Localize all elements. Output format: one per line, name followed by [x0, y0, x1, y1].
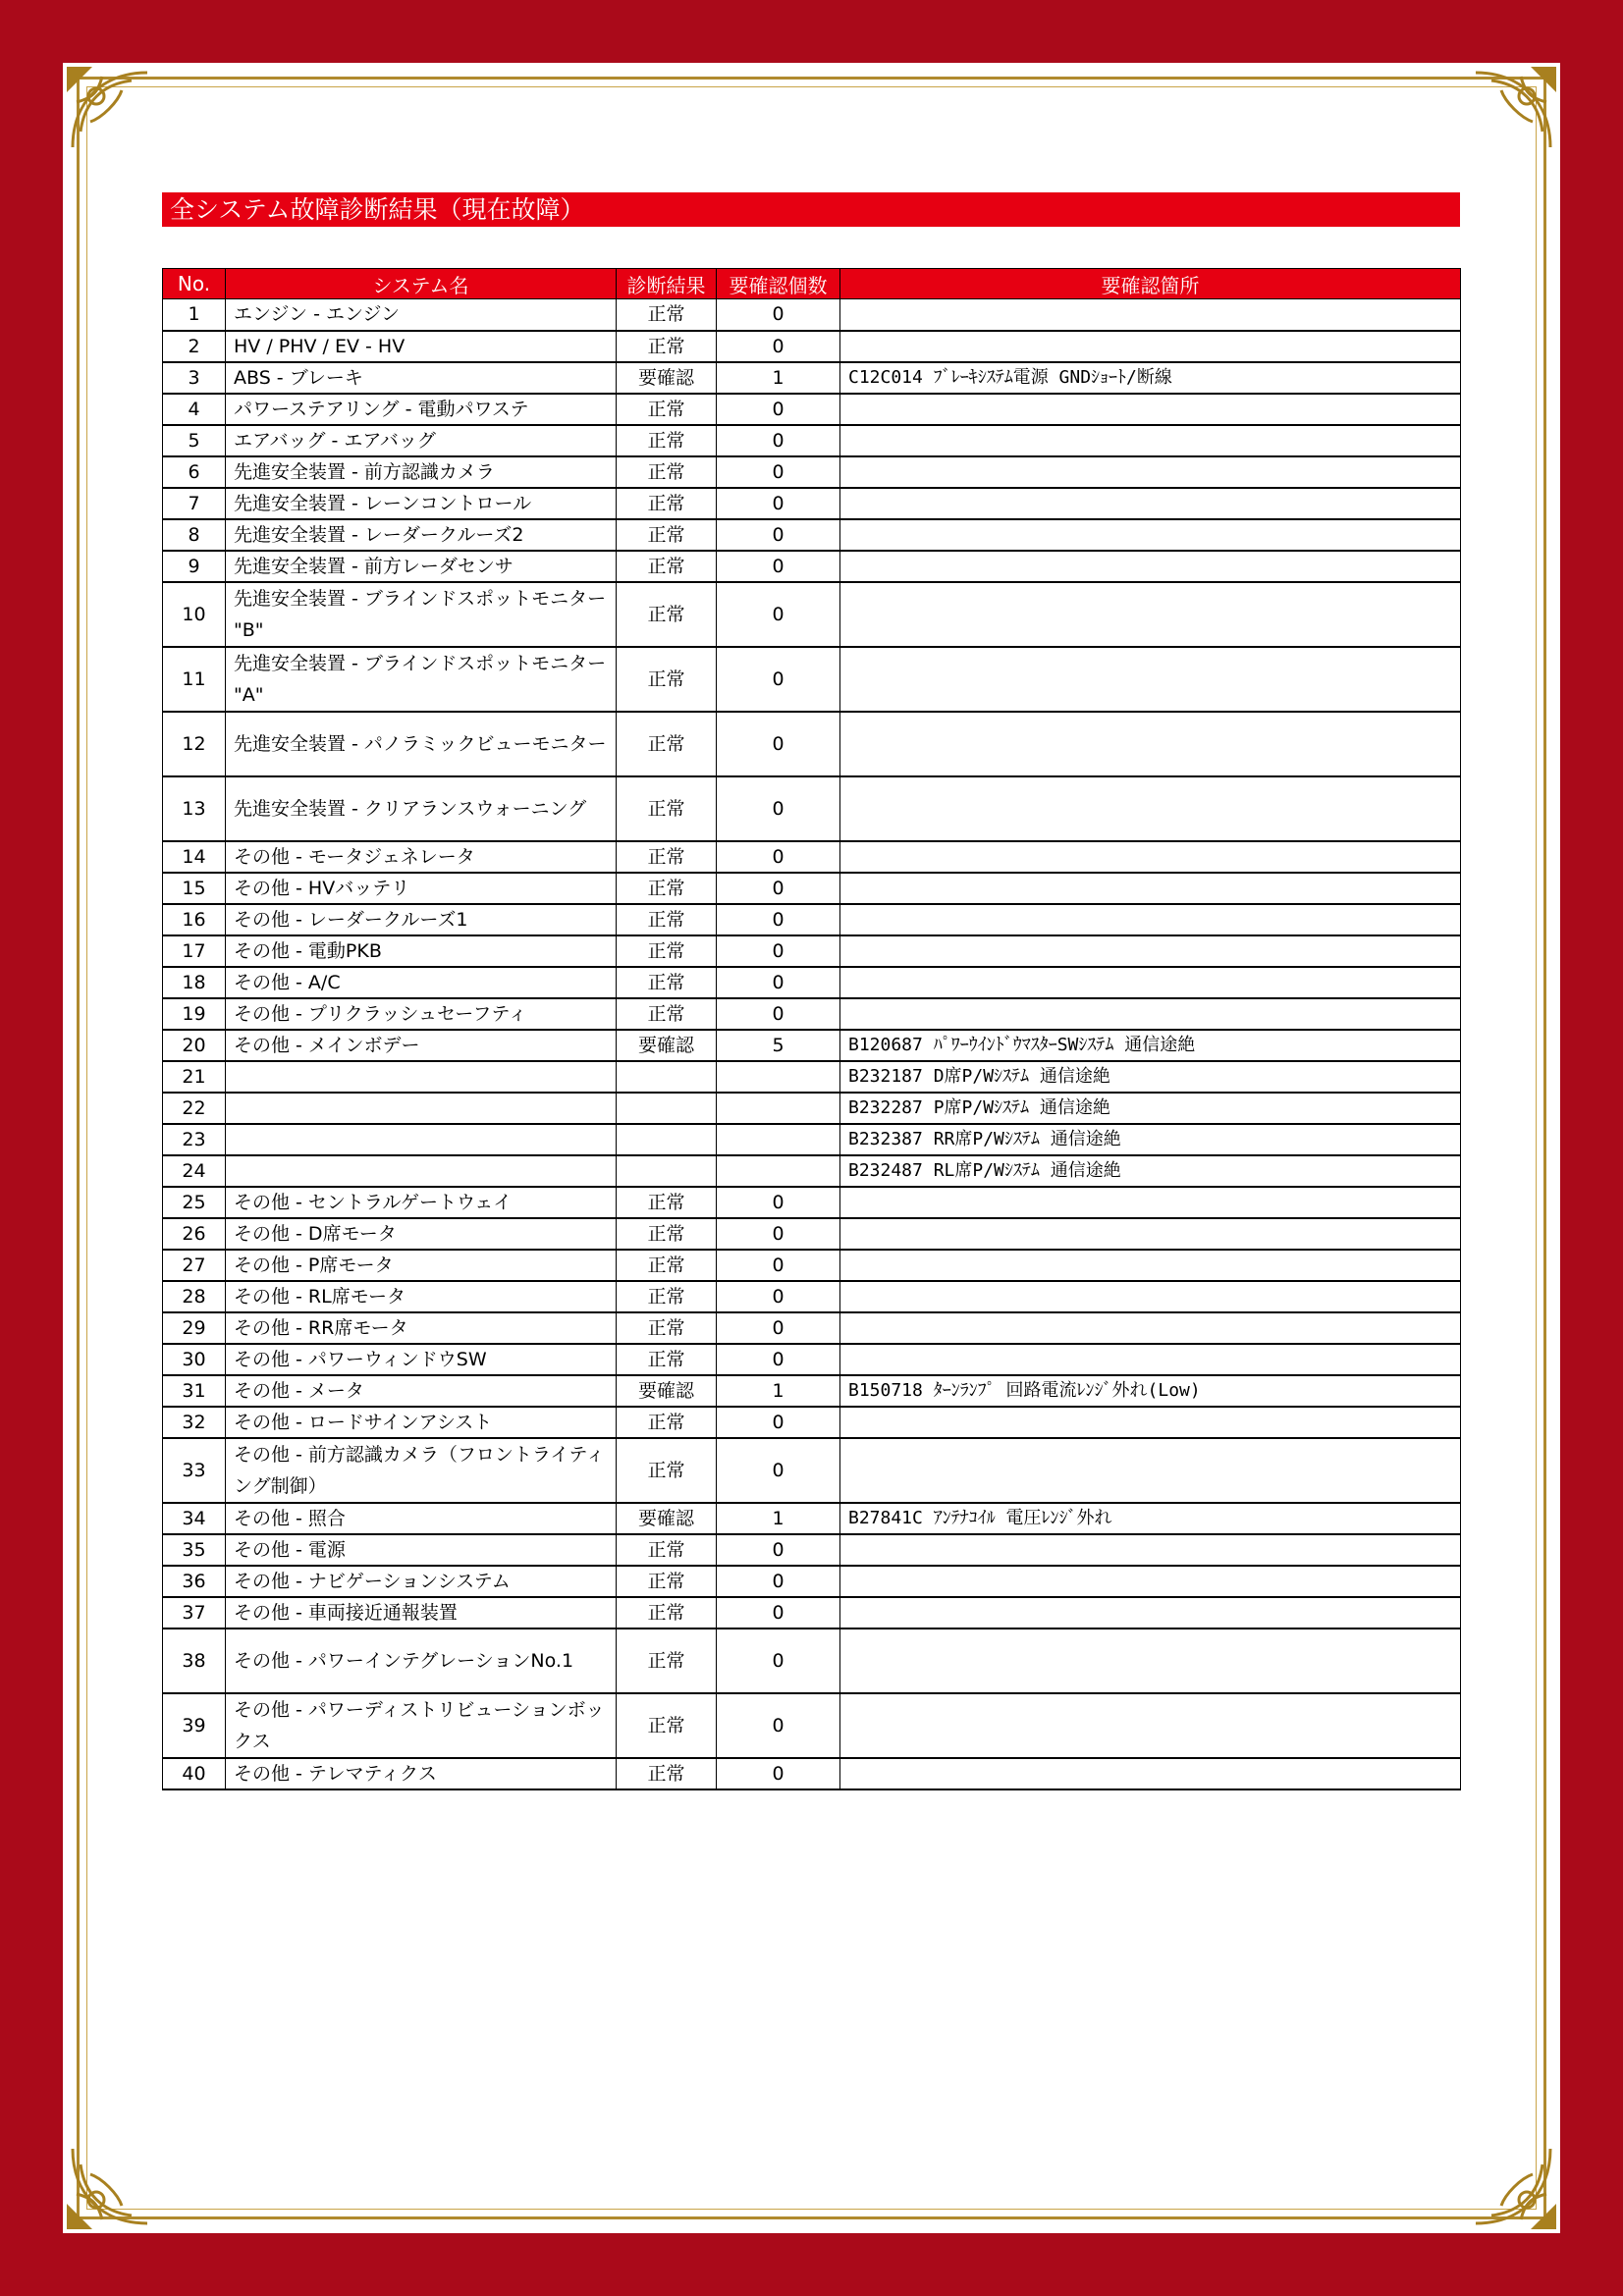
diagnosis-result: 正常: [617, 299, 717, 331]
check-detail: B232287 P席P/Wｼｽﾃﾑ 通信途絶: [840, 1093, 1461, 1124]
system-name: その他 - パワーインテグレーションNo.1: [226, 1629, 617, 1693]
table-row: [163, 1250, 1461, 1281]
row-number: 31: [163, 1375, 226, 1407]
check-detail: [840, 456, 1461, 488]
table-row: [163, 1534, 1461, 1566]
system-name: その他 - プリクラッシュセーフティ: [226, 998, 617, 1030]
check-count: 0: [717, 998, 840, 1030]
row-number: 1: [163, 299, 226, 331]
diagnosis-result: 正常: [617, 582, 717, 647]
check-count: 0: [717, 967, 840, 998]
row-number: 20: [163, 1030, 226, 1061]
table-row: [163, 456, 1461, 488]
corner-ornament-icon: [1466, 2139, 1560, 2233]
system-name: 先進安全装置 - 前方認識カメラ: [226, 456, 617, 488]
diagnosis-result: 正常: [617, 331, 717, 362]
check-detail: [840, 1281, 1461, 1312]
diagnosis-result: 正常: [617, 873, 717, 904]
check-detail: [840, 1187, 1461, 1218]
table-row: [163, 1407, 1461, 1438]
row-number: 8: [163, 519, 226, 551]
check-detail: [840, 1597, 1461, 1629]
header-count: 要確認個数: [717, 269, 840, 299]
row-number: 34: [163, 1503, 226, 1534]
diagnosis-table: [162, 268, 1461, 1790]
diagnosis-result: 正常: [617, 1597, 717, 1629]
check-detail: [840, 1250, 1461, 1281]
table-row: [163, 1344, 1461, 1375]
check-detail: [840, 394, 1461, 425]
check-count: 0: [717, 904, 840, 935]
diagnosis-result: [617, 1061, 717, 1093]
report-page: [63, 63, 1560, 2233]
check-detail: [840, 331, 1461, 362]
diagnosis-result: 要確認: [617, 362, 717, 394]
system-name: エンジン - エンジン: [226, 299, 617, 331]
system-name: その他 - D席モータ: [226, 1218, 617, 1250]
diagnosis-result: 正常: [617, 841, 717, 873]
system-name: その他 - P席モータ: [226, 1250, 617, 1281]
diagnosis-result: 正常: [617, 1281, 717, 1312]
table-row: [163, 1218, 1461, 1250]
row-number: 9: [163, 551, 226, 582]
row-number: 33: [163, 1438, 226, 1503]
row-number: 2: [163, 331, 226, 362]
diagnosis-result: 正常: [617, 488, 717, 519]
row-number: 17: [163, 935, 226, 967]
table-header-row: [163, 269, 1461, 299]
table-row: [163, 1312, 1461, 1344]
table-row: [163, 776, 1461, 841]
check-count: 0: [717, 331, 840, 362]
system-name: 先進安全装置 - レーダークルーズ2: [226, 519, 617, 551]
diagnosis-result: 要確認: [617, 1030, 717, 1061]
check-detail: B27841C ｱﾝﾃﾅｺｲﾙ 電圧ﾚﾝｼﾞ外れ: [840, 1503, 1461, 1534]
row-number: 4: [163, 394, 226, 425]
diagnosis-result: 正常: [617, 967, 717, 998]
table-row: [163, 299, 1461, 331]
system-name: その他 - メインボデー: [226, 1030, 617, 1061]
system-name: その他 - 前方認識カメラ（フロントライティング制御）: [226, 1438, 617, 1503]
check-count: 0: [717, 1534, 840, 1566]
check-count: 0: [717, 1438, 840, 1503]
corner-ornament-icon: [1466, 63, 1560, 157]
table-row: [163, 967, 1461, 998]
system-name: 先進安全装置 - ブラインドスポットモニター "B": [226, 582, 617, 647]
diagnosis-result: 正常: [617, 1534, 717, 1566]
check-count: 0: [717, 1597, 840, 1629]
check-count: 0: [717, 1250, 840, 1281]
table-row: [163, 488, 1461, 519]
check-detail: [840, 841, 1461, 873]
check-detail: [840, 1312, 1461, 1344]
check-detail: B120687 ﾊﾟﾜｰｳｲﾝﾄﾞｳﾏｽﾀｰSWｼｽﾃﾑ 通信途絶: [840, 1030, 1461, 1061]
system-name: 先進安全装置 - 前方レーダセンサ: [226, 551, 617, 582]
diagnosis-result: 正常: [617, 1312, 717, 1344]
table-row: [163, 935, 1461, 967]
table-row: [163, 1693, 1461, 1758]
table-row: [163, 551, 1461, 582]
check-detail: [840, 582, 1461, 647]
check-count: 0: [717, 1187, 840, 1218]
table-row: [163, 519, 1461, 551]
diagnosis-result: 正常: [617, 1218, 717, 1250]
check-detail: [840, 647, 1461, 712]
diagnosis-result: 正常: [617, 519, 717, 551]
system-name: その他 - RR席モータ: [226, 1312, 617, 1344]
table-row: [163, 1597, 1461, 1629]
row-number: 12: [163, 712, 226, 776]
check-count: [717, 1061, 840, 1093]
diagnosis-result: 正常: [617, 1187, 717, 1218]
check-detail: [840, 712, 1461, 776]
system-name: その他 - レーダークルーズ1: [226, 904, 617, 935]
table-row: [163, 998, 1461, 1030]
system-name: 先進安全装置 - クリアランスウォーニング: [226, 776, 617, 841]
system-name: その他 - セントラルゲートウェイ: [226, 1187, 617, 1218]
row-number: 18: [163, 967, 226, 998]
row-number: 32: [163, 1407, 226, 1438]
diagnosis-result: 正常: [617, 456, 717, 488]
check-count: 0: [717, 394, 840, 425]
system-name: その他 - 車両接近通報装置: [226, 1597, 617, 1629]
check-count: 0: [717, 1629, 840, 1693]
diagnosis-result: 正常: [617, 1566, 717, 1597]
row-number: 26: [163, 1218, 226, 1250]
check-detail: [840, 1693, 1461, 1758]
row-number: 36: [163, 1566, 226, 1597]
table-row: [163, 362, 1461, 394]
system-name: [226, 1124, 617, 1155]
system-name: その他 - ロードサインアシスト: [226, 1407, 617, 1438]
check-count: 0: [717, 1693, 840, 1758]
check-detail: [840, 519, 1461, 551]
check-count: 0: [717, 519, 840, 551]
check-count: 0: [717, 935, 840, 967]
table-row: [163, 904, 1461, 935]
check-count: 0: [717, 1281, 840, 1312]
system-name: HV / PHV / EV - HV: [226, 331, 617, 362]
check-detail: [840, 967, 1461, 998]
table-row: [163, 394, 1461, 425]
check-detail: [840, 1534, 1461, 1566]
table-row: [163, 647, 1461, 712]
diagnosis-result: [617, 1124, 717, 1155]
check-detail: [840, 488, 1461, 519]
check-detail: [840, 873, 1461, 904]
row-number: 15: [163, 873, 226, 904]
table-row: [163, 873, 1461, 904]
system-name: その他 - 電源: [226, 1534, 617, 1566]
diagnosis-result: 正常: [617, 551, 717, 582]
row-number: 28: [163, 1281, 226, 1312]
header-no: No.: [163, 269, 226, 299]
report-title: 全システム故障診断結果（現在故障）: [162, 192, 1460, 227]
row-number: 27: [163, 1250, 226, 1281]
system-name: 先進安全装置 - パノラミックビューモニター: [226, 712, 617, 776]
check-detail: [840, 1218, 1461, 1250]
row-number: 19: [163, 998, 226, 1030]
check-detail: [840, 904, 1461, 935]
table-row: [163, 1375, 1461, 1407]
system-name: その他 - A/C: [226, 967, 617, 998]
table-row: [163, 841, 1461, 873]
row-number: 35: [163, 1534, 226, 1566]
row-number: 29: [163, 1312, 226, 1344]
row-number: 6: [163, 456, 226, 488]
check-detail: [840, 1438, 1461, 1503]
table-row: [163, 1438, 1461, 1503]
diagnosis-result: 正常: [617, 1344, 717, 1375]
table-row: [163, 1030, 1461, 1061]
row-number: 39: [163, 1693, 226, 1758]
table-row: [163, 712, 1461, 776]
check-count: 0: [717, 647, 840, 712]
check-count: 0: [717, 488, 840, 519]
table-row: [163, 1629, 1461, 1693]
table-row: [163, 1187, 1461, 1218]
check-count: 0: [717, 1218, 840, 1250]
check-detail: [840, 1344, 1461, 1375]
diagnosis-result: [617, 1155, 717, 1187]
system-name: ABS - ブレーキ: [226, 362, 617, 394]
diagnosis-result: 正常: [617, 1438, 717, 1503]
row-number: 14: [163, 841, 226, 873]
diagnosis-result: 正常: [617, 776, 717, 841]
check-detail: B232387 RR席P/Wｼｽﾃﾑ 通信途絶: [840, 1124, 1461, 1155]
check-count: 0: [717, 873, 840, 904]
diagnosis-result: 要確認: [617, 1503, 717, 1534]
system-name: その他 - パワーウィンドウSW: [226, 1344, 617, 1375]
check-detail: [840, 1407, 1461, 1438]
table-row: [163, 582, 1461, 647]
table-row: [163, 1503, 1461, 1534]
table-row: [163, 425, 1461, 456]
table-row: [163, 1758, 1461, 1789]
system-name: その他 - 照合: [226, 1503, 617, 1534]
diagnosis-result: 正常: [617, 1758, 717, 1789]
row-number: 13: [163, 776, 226, 841]
check-detail: B232187 D席P/Wｼｽﾃﾑ 通信途絶: [840, 1061, 1461, 1093]
table-row: [163, 1281, 1461, 1312]
system-name: その他 - RL席モータ: [226, 1281, 617, 1312]
system-name: パワーステアリング - 電動パワステ: [226, 394, 617, 425]
system-name: 先進安全装置 - ブラインドスポットモニター "A": [226, 647, 617, 712]
check-detail: B232487 RL席P/Wｼｽﾃﾑ 通信途絶: [840, 1155, 1461, 1187]
check-count: 5: [717, 1030, 840, 1061]
corner-ornament-icon: [63, 63, 157, 157]
check-detail: [840, 1758, 1461, 1789]
check-detail: [840, 935, 1461, 967]
row-number: 30: [163, 1344, 226, 1375]
system-name: その他 - ナビゲーションシステム: [226, 1566, 617, 1597]
header-result: 診断結果: [617, 269, 717, 299]
row-number: 22: [163, 1093, 226, 1124]
row-number: 24: [163, 1155, 226, 1187]
system-name: その他 - テレマティクス: [226, 1758, 617, 1789]
row-number: 3: [163, 362, 226, 394]
diagnosis-result: 正常: [617, 1693, 717, 1758]
diagnosis-result: 正常: [617, 425, 717, 456]
check-count: 0: [717, 712, 840, 776]
header-detail: 要確認箇所: [840, 269, 1461, 299]
system-name: その他 - パワーディストリビューションボックス: [226, 1693, 617, 1758]
system-name: 先進安全装置 - レーンコントロール: [226, 488, 617, 519]
diagnosis-result: 正常: [617, 904, 717, 935]
check-count: 0: [717, 1758, 840, 1789]
row-number: 38: [163, 1629, 226, 1693]
check-detail: [840, 1629, 1461, 1693]
check-count: 0: [717, 456, 840, 488]
row-number: 7: [163, 488, 226, 519]
diagnosis-result: 正常: [617, 712, 717, 776]
table-row: [163, 331, 1461, 362]
check-detail: [840, 776, 1461, 841]
check-count: 0: [717, 1407, 840, 1438]
diagnosis-result: 正常: [617, 394, 717, 425]
check-detail: [840, 1566, 1461, 1597]
check-count: 0: [717, 1312, 840, 1344]
system-name: [226, 1155, 617, 1187]
table-row: [163, 1566, 1461, 1597]
check-count: 0: [717, 551, 840, 582]
diagnosis-result: 正常: [617, 647, 717, 712]
system-name: [226, 1061, 617, 1093]
diagnosis-result: 正常: [617, 998, 717, 1030]
check-count: 1: [717, 362, 840, 394]
table-row: [163, 1124, 1461, 1155]
check-count: 0: [717, 1566, 840, 1597]
check-count: 0: [717, 841, 840, 873]
system-name: その他 - モータジェネレータ: [226, 841, 617, 873]
system-name: [226, 1093, 617, 1124]
row-number: 40: [163, 1758, 226, 1789]
row-number: 23: [163, 1124, 226, 1155]
row-number: 5: [163, 425, 226, 456]
check-count: 1: [717, 1503, 840, 1534]
check-count: [717, 1124, 840, 1155]
table-row: [163, 1061, 1461, 1093]
check-detail: B150718 ﾀｰﾝﾗﾝﾌﾟ 回路電流ﾚﾝｼﾞ外れ(Low): [840, 1375, 1461, 1407]
corner-ornament-icon: [63, 2139, 157, 2233]
row-number: 37: [163, 1597, 226, 1629]
diagnosis-result: 正常: [617, 1407, 717, 1438]
row-number: 25: [163, 1187, 226, 1218]
row-number: 21: [163, 1061, 226, 1093]
system-name: その他 - メータ: [226, 1375, 617, 1407]
check-count: 0: [717, 1344, 840, 1375]
row-number: 10: [163, 582, 226, 647]
system-name: エアバッグ - エアバッグ: [226, 425, 617, 456]
diagnosis-result: 要確認: [617, 1375, 717, 1407]
system-name: その他 - 電動PKB: [226, 935, 617, 967]
check-detail: [840, 998, 1461, 1030]
system-name: その他 - HVバッテリ: [226, 873, 617, 904]
row-number: 11: [163, 647, 226, 712]
diagnosis-result: 正常: [617, 1250, 717, 1281]
check-detail: [840, 551, 1461, 582]
diagnosis-result: 正常: [617, 935, 717, 967]
check-count: 1: [717, 1375, 840, 1407]
table-row: [163, 1093, 1461, 1124]
check-count: [717, 1093, 840, 1124]
check-count: 0: [717, 776, 840, 841]
check-count: 0: [717, 425, 840, 456]
check-detail: [840, 425, 1461, 456]
diagnosis-result: [617, 1093, 717, 1124]
diagnosis-result: 正常: [617, 1629, 717, 1693]
check-count: [717, 1155, 840, 1187]
table-row: [163, 1155, 1461, 1187]
check-detail: C12C014 ﾌﾞﾚｰｷｼｽﾃﾑ電源 GNDｼｮｰﾄ/断線: [840, 362, 1461, 394]
row-number: 16: [163, 904, 226, 935]
check-count: 0: [717, 582, 840, 647]
check-detail: [840, 299, 1461, 331]
header-system: システム名: [226, 269, 617, 299]
check-count: 0: [717, 299, 840, 331]
